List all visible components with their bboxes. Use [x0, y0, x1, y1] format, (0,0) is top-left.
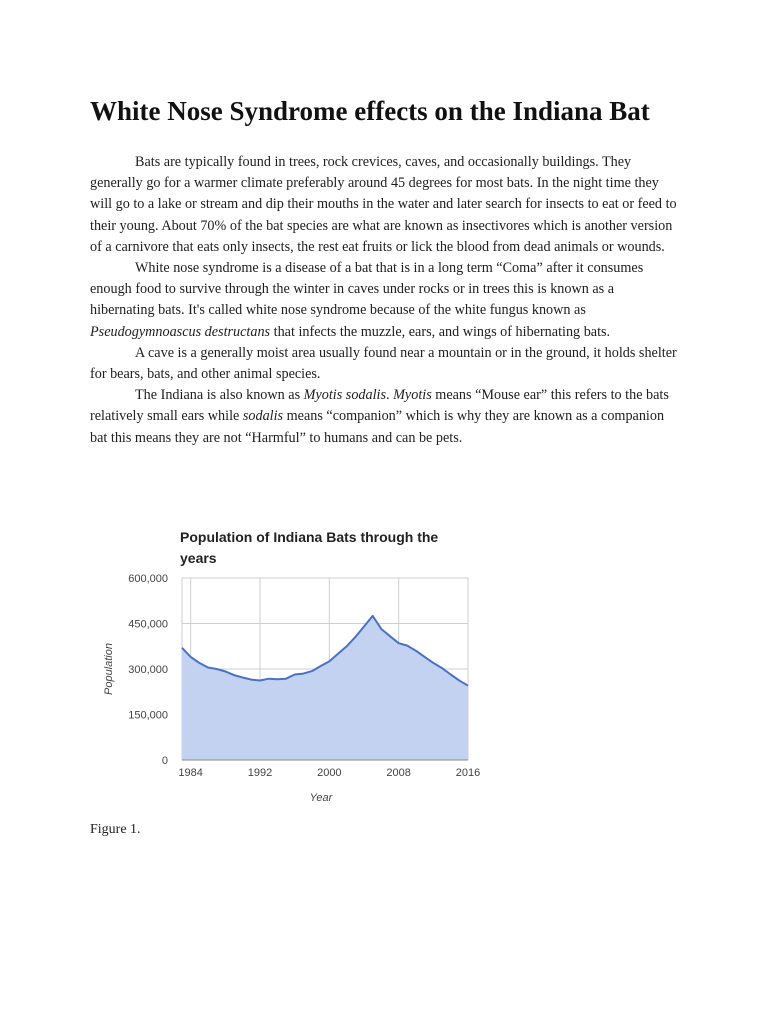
paragraph-text: that infects the muzzle, ears, and wings of hibernating bats. [270, 323, 611, 340]
paragraph-species [90, 385, 680, 449]
species-name-bat: Myotis sodalis [303, 387, 387, 404]
genus-name: Myotis [393, 387, 432, 404]
paragraph-text: Bats are typically found in trees, rock crevices, caves, and occasionally buildings. They generally go for a warmer climate preferably around 45 degrees for most bats. In the night time they will go to a lake or stream and dip their mouths in the water and later search for insects to eat or feed to their young. About 70% of the bat species are what are known as insectivores which is another version of a carnivore that eats only insects, the rest eat fruits or lick the blood from dead animals or wounds. [90, 154, 677, 255]
x-tick-label: 2008 [386, 767, 411, 779]
paragraph-text: means “Mouse ear” this refers to the bats relatively small ears while [90, 387, 669, 425]
chart-title-line-1: Population of Indiana Bats through the [180, 529, 439, 545]
paragraph-cave [90, 343, 680, 385]
figure-caption: Figure 1. [90, 822, 141, 837]
paragraph-text: White nose syndrome is a disease of a bat that is in a long term “Coma” after it consumes enough food to survive through the winter in caves under rocks or in trees this is known as a hibernating bats. It's called white nose syndrome because of the white fungus known as [90, 260, 644, 319]
epithet-name: sodalis [242, 408, 284, 425]
document-title: White Nose Syndrome effects on the Indiana Bat [90, 96, 650, 126]
population-chart-svg [98, 520, 488, 810]
population-area [182, 616, 468, 760]
paragraph-text: . [386, 387, 394, 404]
x-tick-label: 2000 [317, 767, 342, 779]
chart-area-layer [182, 616, 468, 760]
y-tick-label: 450,000 [128, 618, 168, 631]
paragraph-text: The Indiana is also known as [135, 387, 304, 404]
paragraph-text: A cave is a generally moist area usually found near a mountain or in the ground, it holds shelter for bears, bats, and other animal species. [90, 344, 677, 383]
y-tick-label: 0 [161, 755, 168, 767]
x-tick-label: 2016 [455, 767, 481, 779]
species-name-fungus: Pseudogymnoascus destructans [90, 323, 271, 340]
population-chart [98, 520, 488, 810]
y-tick-label: 600,000 [128, 573, 168, 585]
x-tick-label: 1984 [178, 767, 203, 779]
y-axis-label: Population [103, 643, 115, 695]
y-tick-label: 150,000 [128, 709, 168, 722]
paragraph-habitat [90, 152, 680, 258]
document-body [90, 152, 680, 449]
x-axis-label: Year [309, 792, 333, 804]
y-tick-label: 300,000 [128, 664, 168, 676]
paragraph-text: means “companion” which is why they are known as a companion bat this means they are not “Harmful” to humans and can be pets. [90, 408, 665, 446]
paragraph-white-nose [90, 258, 680, 343]
x-tick-label: 1992 [247, 767, 273, 779]
chart-title-line-2: years [180, 550, 217, 566]
